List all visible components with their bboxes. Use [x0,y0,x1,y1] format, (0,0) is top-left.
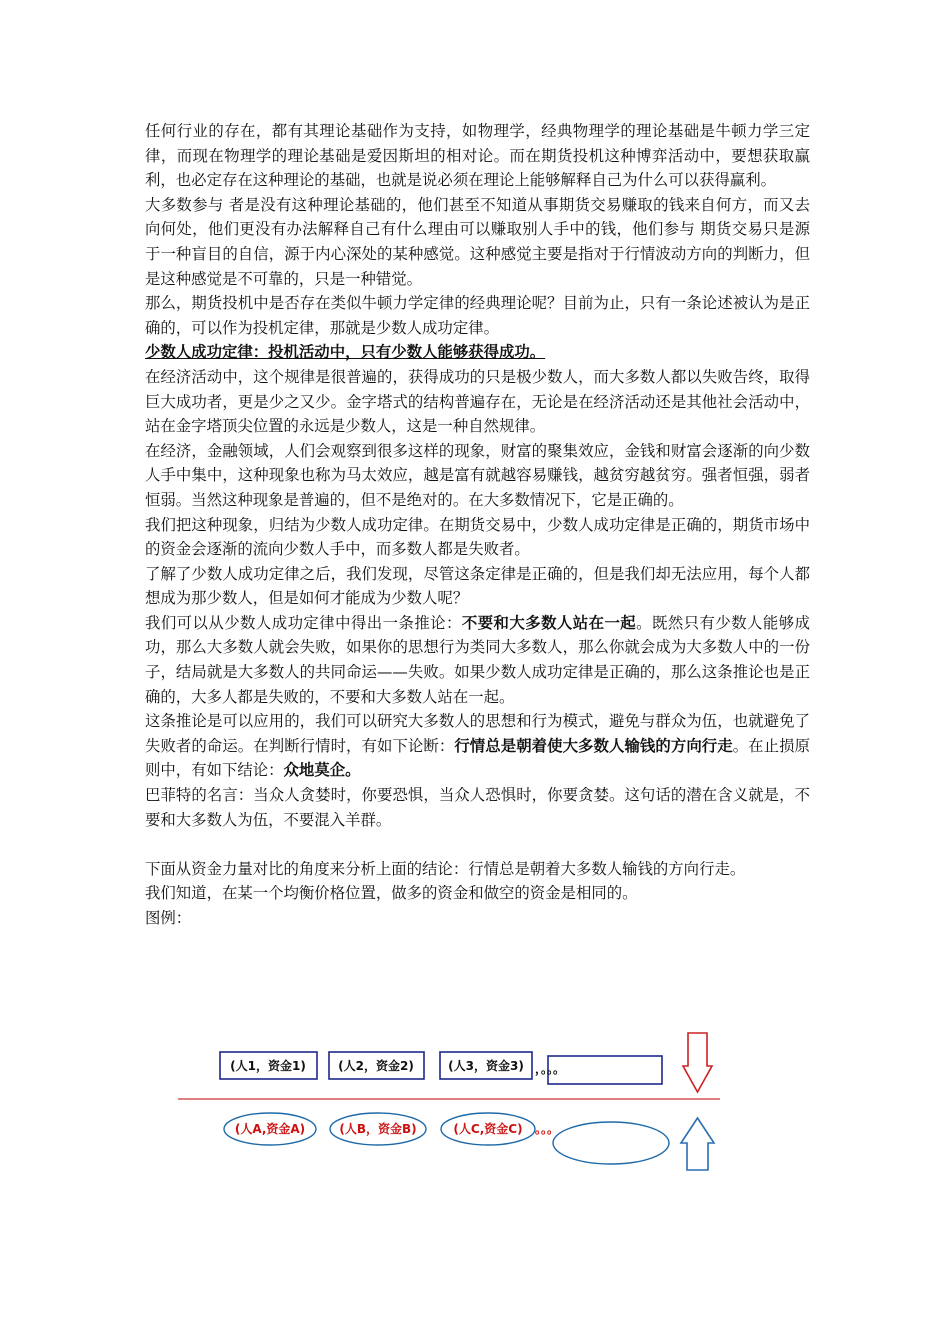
paragraph-theory-basis: 任何行业的存在，都有其理论基础作为支持，如物理学，经典物理学的理论基础是牛顿力学三定律，而现在物理学的理论基础是爱因斯坦的相对论。而在期货投机这种博弈活动中，要想获取赢利，也必定存在这种理论的基础，也就是说必须在理论上能够解释自己为什么可以获得赢利。 [145,122,810,190]
application-bold2: 众地莫企。 [283,761,361,780]
down-arrow-icon [683,1033,712,1092]
paragraph-equilibrium: 我们知道，在某一个均衡价格位置，做多的资金和做空的资金是相同的。 [145,884,638,903]
top-box-more [548,1056,662,1084]
top-box-3 [440,1052,532,1079]
paragraph-minority-law-heading: 少数人成功定律：投机活动中，只有少数人能够获得成功。 [145,343,546,362]
application-bold: 行情总是朝着使大多数人输钱的方向行走 [454,736,733,755]
paragraph-corollary [145,611,810,709]
paragraph-figure-label: 图例： [145,909,192,927]
paragraph-economic-rule: 在经济活动中，这个规律是很普遍的，获得成功的只是极少数人，而大多数人都以失败告终，取得巨大成功者，更是少之又少。金字塔式的结构普遍存在，无论是在经济活动还是其他社会活动中，站在金字塔顶尖位置的永远是少数人，这是一种自然规律。 [145,367,810,436]
up-arrow-icon [681,1118,714,1170]
corollary-post: 。既然只有少数人能够成功，那么大多数人就会失败，如果你的思想行为类同大多数人，那么你就会成为大多数人中的一份子，结局就是大多数人的共同命运——失败。如果少数人成功定律是正确的，那么这条推论也是正确的，大多人都是失败的，不要和大多数人站在一起。 [145,613,810,706]
application-mid: 。在止损原则中，有如下结论： [145,736,810,780]
paragraph-matthew-effect: 在经济，金融领域，人们会观察到很多这样的现象，财富的聚集效应，金钱和财富会逐渐的向少数人手中集中，这种现象也称为马太效应，越是富有就越容易赚钱，越贫穷越贫穷。强者恒强，弱者恒弱。当然这种现象是普遍的，但不是绝对的。在大多数情况下，它是正确的。 [145,441,810,509]
blank-line [145,832,810,857]
corollary-pre: 我们可以从少数人成功定律中得出一条推论： [145,613,462,632]
paragraph-law-summary: 我们把这种现象，归结为少数人成功定律。在期货交易中，少数人成功定律是正确的，期货市场中的资金会逐渐的流向少数人手中，而多数人都是失败者。 [145,515,810,559]
top-box-2 [329,1052,424,1079]
bottom-ellipse-more [553,1122,669,1164]
top-box-1-label: (人1，资金1) [230,1059,306,1073]
paragraph-majority-no-theory: 大多数参与 者是没有这种理论基础的，他们甚至不知道从事期货交易赚取的钱来自何方，而又去向何处，他们更没有办法解释自己有什么理由可以赚取别人手中的钱，他们参与 期货交易只是源于一种盲目的自信，源于内心深处的某种感觉。这种感觉主要是指对于行情波动方向的判断力，但是这种感觉是不可靠的，只是一种错觉。 [145,195,810,288]
paragraph-buffett-quote: 巴菲特的名言：当众人贪婪时，你要恐惧，当众人恐惧时，你要贪婪。这句话的潜在含义就是，不要和大多数人为伍，不要混入羊群。 [145,786,810,829]
bottom-ellipse-1 [224,1113,316,1145]
top-box-1 [220,1052,317,1079]
bottom-ellipse-3 [441,1113,535,1145]
application-pre: 这条推论是可以应用的，我们可以研究大多数人的思想和行为模式，避免与群众为伍，也就避免了失败者的命运。在判断行情时，有如下论断： [145,712,810,755]
bottom-ellipse-1-label: (人A,资金A) [234,1122,306,1136]
paragraph-capital-analysis: 下面从资金力量对比的角度来分析上面的结论：行情总是朝着大多数人输钱的方向行走。 [145,859,746,878]
document-body [145,119,810,931]
bottom-ellipse-2 [330,1113,426,1145]
paragraph-application [145,709,810,783]
top-box-3-label: (人3，资金3) [448,1059,524,1073]
bottom-ellipse-3-label: (人C,资金C) [453,1122,523,1136]
bottom-ellipse-2-label: (人B，资金B) [339,1122,417,1136]
corollary-bold: 不要和大多数人站在一起 [461,613,637,632]
top-ellipsis: ，。。。 [535,1062,566,1076]
paragraph-question-law: 那么，期货投机中是否存在类似牛顿力学定律的经典理论呢？目前为止，只有一条论述被认为是正确的，可以作为投机定律，那就是少数人成功定律。 [145,294,810,337]
paragraph-how-to-apply: 了解了少数人成功定律之后，我们发现，尽管这条定律是正确的，但是我们却无法应用，每个人都想成为那少数人，但是如何才能成为少数人呢？ [145,564,810,608]
top-box-2-label: (人2，资金2) [338,1059,414,1073]
bottom-ellipsis: 。。。 [535,1122,560,1136]
